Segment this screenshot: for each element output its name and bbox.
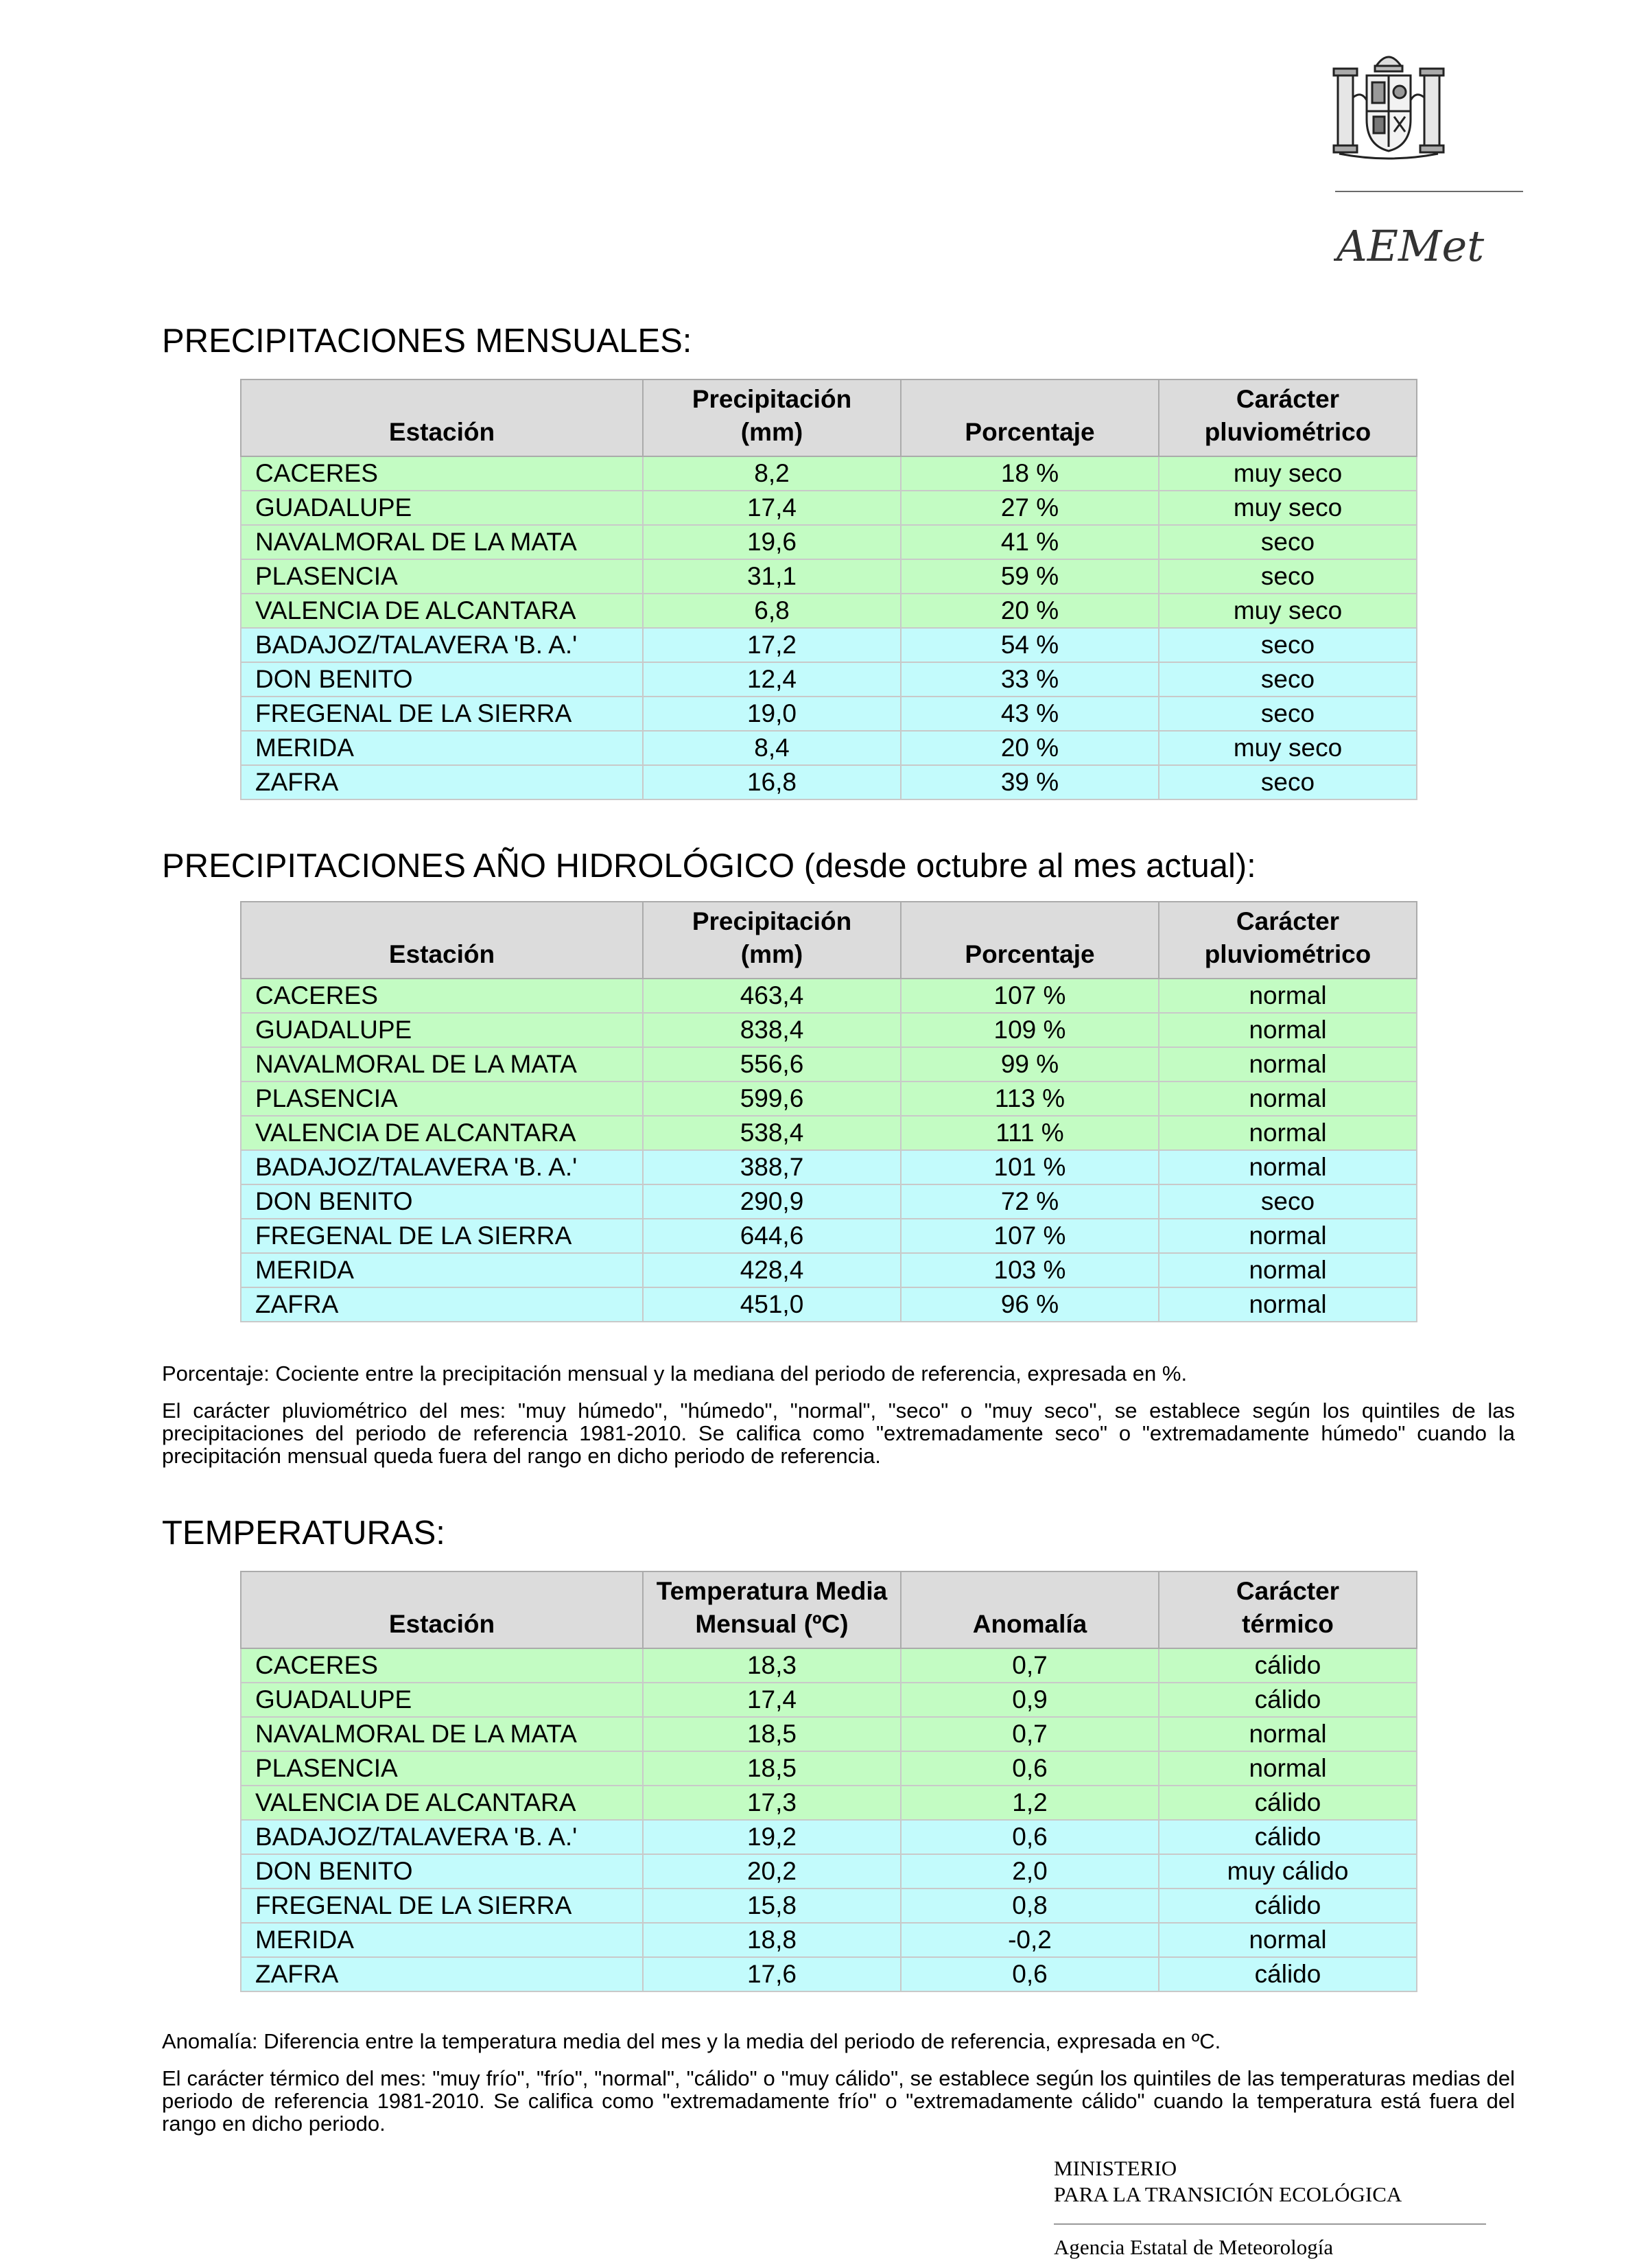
ministry-line-1: MINISTERIO	[1054, 2156, 1177, 2180]
cell-station: GUADALUPE	[241, 1683, 643, 1717]
cell-value: 17,4	[643, 1683, 901, 1717]
cell-percent: 39 %	[901, 765, 1159, 799]
spain-coat-of-arms-logo	[1327, 43, 1450, 166]
cell-value: 18,5	[643, 1717, 901, 1751]
cell-character: seco	[1159, 559, 1417, 594]
table-row	[241, 731, 1417, 765]
cell-percent: 41 %	[901, 525, 1159, 559]
cell-station: PLASENCIA	[241, 559, 643, 594]
header-character: Carácter pluviométrico	[1159, 379, 1417, 456]
cell-character: cálido	[1159, 1957, 1417, 1991]
cell-station: VALENCIA DE ALCANTARA	[241, 1116, 643, 1150]
cell-anomaly: 0,9	[901, 1683, 1159, 1717]
cell-anomaly: 0,6	[901, 1820, 1159, 1854]
cell-character: seco	[1159, 525, 1417, 559]
cell-value: 18,8	[643, 1923, 901, 1957]
header-precipitation: Precipitación (mm)	[643, 902, 901, 979]
table-row	[241, 1751, 1417, 1786]
section-title-temperatures: TEMPERATURAS:	[162, 1515, 445, 1552]
table-row	[241, 765, 1417, 799]
anomaly-note: Anomalía: Diferencia entre la temperatura media del mes y la media del periodo de referencia, expresada en ºC.	[162, 2029, 1221, 2053]
cell-character: seco	[1159, 697, 1417, 731]
cell-value: 8,2	[643, 456, 901, 491]
cell-percent: 18 %	[901, 456, 1159, 491]
aemet-logo	[1334, 213, 1498, 276]
header-character: Carácter térmico	[1159, 1571, 1417, 1648]
agency-name: Agencia Estatal de Meteorología	[1054, 2235, 1334, 2259]
cell-percent: 33 %	[901, 662, 1159, 697]
table-row	[241, 1253, 1417, 1287]
cell-value: 644,6	[643, 1219, 901, 1253]
cell-anomaly: -0,2	[901, 1923, 1159, 1957]
cell-value: 17,6	[643, 1957, 901, 1991]
cell-percent: 107 %	[901, 979, 1159, 1013]
cell-value: 18,3	[643, 1648, 901, 1683]
cell-station: CACERES	[241, 456, 643, 491]
cell-percent: 109 %	[901, 1013, 1159, 1047]
table-row	[241, 1683, 1417, 1717]
cell-value: 599,6	[643, 1082, 901, 1116]
cell-value: 19,6	[643, 525, 901, 559]
cell-station: NAVALMORAL DE LA MATA	[241, 1047, 643, 1082]
cell-station: MERIDA	[241, 1253, 643, 1287]
table-row	[241, 456, 1417, 491]
cell-anomaly: 1,2	[901, 1786, 1159, 1820]
cell-character: normal	[1159, 979, 1417, 1013]
cell-character: normal	[1159, 1287, 1417, 1322]
table-row	[241, 525, 1417, 559]
cell-station: BADAJOZ/TALAVERA 'B. A.'	[241, 1150, 643, 1184]
header-character: Carácter pluviométrico	[1159, 902, 1417, 979]
table-row	[241, 1082, 1417, 1116]
precip-character-note: El carácter pluviométrico del mes: "muy húmedo", "húmedo", "normal", "seco" o "muy seco", se establece según los quintiles de las precipitaciones del periodo de referencia 1981-2010. Se califica como "extremadamente seco" o "extremadamente húmedo" cuando la precipitación mensual queda fuera del rango en dicho periodo de referencia.	[162, 1399, 1515, 1468]
table-row	[241, 1717, 1417, 1751]
ministry-name	[1054, 2155, 1402, 2208]
cell-value: 6,8	[643, 594, 901, 628]
cell-station: PLASENCIA	[241, 1082, 643, 1116]
cell-value: 8,4	[643, 731, 901, 765]
cell-percent: 27 %	[901, 491, 1159, 525]
section-title-monthly-precipitation: PRECIPITACIONES MENSUALES:	[162, 323, 692, 360]
cell-value: 388,7	[643, 1150, 901, 1184]
table-row	[241, 628, 1417, 662]
cell-station: ZAFRA	[241, 1957, 643, 1991]
cell-character: muy seco	[1159, 491, 1417, 525]
cell-percent: 99 %	[901, 1047, 1159, 1082]
cell-value: 428,4	[643, 1253, 901, 1287]
table-row	[241, 491, 1417, 525]
table-row	[241, 1047, 1417, 1082]
cell-value: 19,0	[643, 697, 901, 731]
cell-station: FREGENAL DE LA SIERRA	[241, 697, 643, 731]
cell-value: 17,3	[643, 1786, 901, 1820]
table-row	[241, 1287, 1417, 1322]
cell-station: PLASENCIA	[241, 1751, 643, 1786]
temperatures-table	[240, 1571, 1417, 1992]
cell-value: 16,8	[643, 765, 901, 799]
cell-character: normal	[1159, 1116, 1417, 1150]
header-station: Estación	[241, 902, 643, 979]
cell-percent: 107 %	[901, 1219, 1159, 1253]
footer-divider	[1054, 2223, 1486, 2225]
cell-percent: 111 %	[901, 1116, 1159, 1150]
cell-value: 17,4	[643, 491, 901, 525]
cell-station: ZAFRA	[241, 1287, 643, 1322]
cell-value: 12,4	[643, 662, 901, 697]
cell-anomaly: 0,6	[901, 1751, 1159, 1786]
table-row	[241, 1648, 1417, 1683]
svg-text:AEMet: AEMet	[1336, 221, 1485, 271]
cell-value: 838,4	[643, 1013, 901, 1047]
cell-station: GUADALUPE	[241, 491, 643, 525]
table-row	[241, 594, 1417, 628]
cell-character: normal	[1159, 1047, 1417, 1082]
cell-percent: 72 %	[901, 1184, 1159, 1219]
cell-anomaly: 0,7	[901, 1717, 1159, 1751]
header-station: Estación	[241, 379, 643, 456]
table-row	[241, 697, 1417, 731]
table-row	[241, 1013, 1417, 1047]
cell-percent: 113 %	[901, 1082, 1159, 1116]
cell-percent: 103 %	[901, 1253, 1159, 1287]
table-row	[241, 1219, 1417, 1253]
cell-value: 463,4	[643, 979, 901, 1013]
cell-character: seco	[1159, 628, 1417, 662]
cell-station: DON BENITO	[241, 662, 643, 697]
table-row	[241, 1184, 1417, 1219]
table-header-row	[241, 1571, 1417, 1648]
table-header-row	[241, 379, 1417, 456]
cell-anomaly: 0,6	[901, 1957, 1159, 1991]
cell-character: cálido	[1159, 1820, 1417, 1854]
cell-value: 17,2	[643, 628, 901, 662]
cell-percent: 101 %	[901, 1150, 1159, 1184]
header-mean-temperature: Temperatura Media Mensual (ºC)	[643, 1571, 901, 1648]
cell-character: normal	[1159, 1253, 1417, 1287]
cell-character: muy cálido	[1159, 1854, 1417, 1889]
table-row	[241, 1923, 1417, 1957]
cell-station: ZAFRA	[241, 765, 643, 799]
cell-character: muy seco	[1159, 731, 1417, 765]
cell-station: CACERES	[241, 1648, 643, 1683]
cell-percent: 43 %	[901, 697, 1159, 731]
header-percent: Porcentaje	[901, 902, 1159, 979]
cell-anomaly: 0,8	[901, 1889, 1159, 1923]
cell-station: MERIDA	[241, 1923, 643, 1957]
logo-divider	[1335, 191, 1523, 192]
cell-station: FREGENAL DE LA SIERRA	[241, 1219, 643, 1253]
cell-character: cálido	[1159, 1648, 1417, 1683]
cell-station: FREGENAL DE LA SIERRA	[241, 1889, 643, 1923]
cell-value: 31,1	[643, 559, 901, 594]
header-anomaly: Anomalía	[901, 1571, 1159, 1648]
cell-station: CACERES	[241, 979, 643, 1013]
cell-station: VALENCIA DE ALCANTARA	[241, 1786, 643, 1820]
table-row	[241, 1889, 1417, 1923]
cell-character: normal	[1159, 1150, 1417, 1184]
table-row	[241, 1854, 1417, 1889]
cell-percent: 96 %	[901, 1287, 1159, 1322]
ministry-line-2: PARA LA TRANSICIÓN ECOLÓGICA	[1054, 2182, 1402, 2206]
cell-character: cálido	[1159, 1683, 1417, 1717]
cell-percent: 20 %	[901, 731, 1159, 765]
cell-value: 290,9	[643, 1184, 901, 1219]
cell-station: MERIDA	[241, 731, 643, 765]
cell-percent: 20 %	[901, 594, 1159, 628]
cell-station: DON BENITO	[241, 1184, 643, 1219]
cell-value: 18,5	[643, 1751, 901, 1786]
cell-value: 19,2	[643, 1820, 901, 1854]
header-station: Estación	[241, 1571, 643, 1648]
cell-character: normal	[1159, 1717, 1417, 1751]
table-header-row	[241, 902, 1417, 979]
percent-note: Porcentaje: Cociente entre la precipitación mensual y la mediana del periodo de referencia, expresada en %.	[162, 1361, 1188, 1386]
cell-character: seco	[1159, 662, 1417, 697]
cell-character: cálido	[1159, 1786, 1417, 1820]
cell-percent: 54 %	[901, 628, 1159, 662]
cell-character: normal	[1159, 1219, 1417, 1253]
cell-percent: 59 %	[901, 559, 1159, 594]
table-row	[241, 1786, 1417, 1820]
cell-character: muy seco	[1159, 594, 1417, 628]
cell-station: NAVALMORAL DE LA MATA	[241, 525, 643, 559]
cell-character: muy seco	[1159, 456, 1417, 491]
table-row	[241, 1820, 1417, 1854]
cell-character: cálido	[1159, 1889, 1417, 1923]
header-precipitation: Precipitación (mm)	[643, 379, 901, 456]
cell-character: seco	[1159, 765, 1417, 799]
cell-character: normal	[1159, 1013, 1417, 1047]
cell-anomaly: 0,7	[901, 1648, 1159, 1683]
cell-character: normal	[1159, 1082, 1417, 1116]
cell-station: DON BENITO	[241, 1854, 643, 1889]
table-row	[241, 1957, 1417, 1991]
cell-station: VALENCIA DE ALCANTARA	[241, 594, 643, 628]
table-row	[241, 662, 1417, 697]
cell-anomaly: 2,0	[901, 1854, 1159, 1889]
hydrological-year-table	[240, 901, 1417, 1322]
table-row	[241, 1116, 1417, 1150]
cell-station: BADAJOZ/TALAVERA 'B. A.'	[241, 1820, 643, 1854]
cell-character: normal	[1159, 1751, 1417, 1786]
table-row	[241, 559, 1417, 594]
table-row	[241, 1150, 1417, 1184]
cell-character: normal	[1159, 1923, 1417, 1957]
cell-station: BADAJOZ/TALAVERA 'B. A.'	[241, 628, 643, 662]
cell-value: 20,2	[643, 1854, 901, 1889]
cell-station: GUADALUPE	[241, 1013, 643, 1047]
cell-value: 556,6	[643, 1047, 901, 1082]
cell-value: 451,0	[643, 1287, 901, 1322]
cell-station: NAVALMORAL DE LA MATA	[241, 1717, 643, 1751]
section-title-hydrological-year: PRECIPITACIONES AÑO HIDROLÓGICO (desde octubre al mes actual):	[162, 847, 1256, 885]
header-percent: Porcentaje	[901, 379, 1159, 456]
table-row	[241, 979, 1417, 1013]
cell-value: 538,4	[643, 1116, 901, 1150]
temperature-character-note: El carácter térmico del mes: "muy frío", "frío", "normal", "cálido" o "muy cálido", se establece según los quintiles de las temperaturas medias del periodo de referencia 1981-2010. Se califica como "extremadamente frío" o "extremadamente cálido" cuando la temperatura está fuera del rango en dicho periodo.	[162, 2066, 1515, 2136]
cell-value: 15,8	[643, 1889, 901, 1923]
monthly-precipitation-table	[240, 379, 1417, 800]
cell-character: seco	[1159, 1184, 1417, 1219]
